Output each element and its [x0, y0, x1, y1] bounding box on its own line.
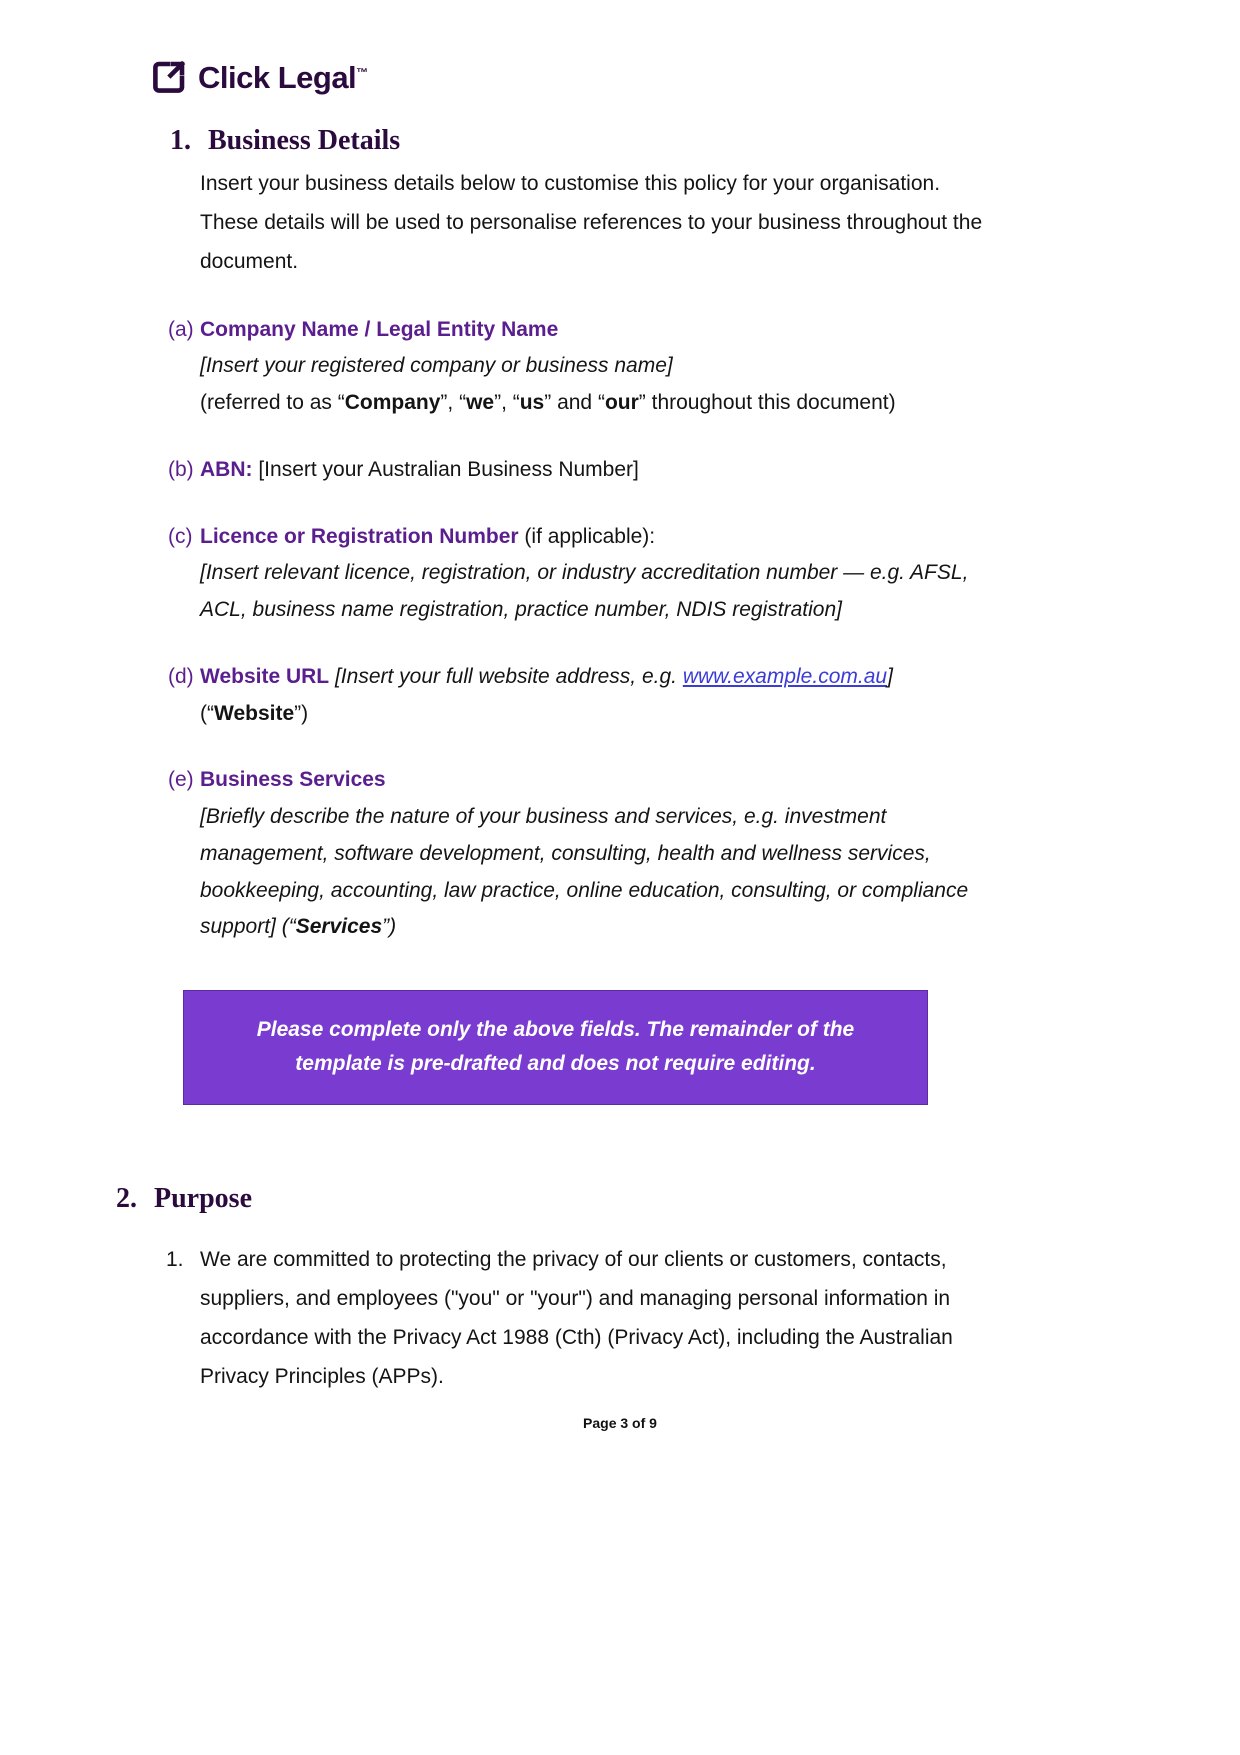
- brand-name: Click Legal™: [198, 59, 368, 95]
- section-2-heading: [0, 1183, 1240, 1215]
- section-1-number: 1.: [170, 125, 191, 156]
- defined-term-website-line: (“Website”): [200, 701, 309, 725]
- section-1-heading: [0, 125, 1240, 157]
- list-marker-c: (c): [168, 524, 193, 548]
- placeholder-business-services: [Briefly describe the nature of your business and services, e.g. investment management, software development, consulting, health and wellness services, bookkeeping, accounting, law practice, online education, consulting, or compliance support] (“Services”): [200, 805, 969, 939]
- list-item-licence-number: [0, 519, 1240, 629]
- document-body: [0, 125, 1240, 1397]
- placeholder-website-url-after: ]: [887, 664, 893, 688]
- note-company-defined-terms: (referred to as “Company”, “we”, “us” and “our” throughout this document): [200, 391, 896, 415]
- section-1-title: Business Details: [208, 125, 401, 156]
- placeholder-business-services-text: [Briefly describe the nature of your business and services, e.g. investment management, software development, consulting, health and wellness services, bookkeeping, accounting, law practice, online education, consulting, or compliance support]: [200, 805, 969, 939]
- placeholder-website-url-before: [Insert your full website address, e.g.: [329, 664, 683, 688]
- section-business-details: [0, 125, 1240, 1105]
- list-marker-purpose-1: 1.: [166, 1248, 184, 1272]
- list-item-business-services: [0, 762, 1240, 946]
- placeholder-abn: [Insert your Australian Business Number]: [258, 457, 639, 481]
- label-abn: ABN: [200, 457, 246, 481]
- section-purpose: [0, 1183, 1240, 1396]
- label-business-services: Business Services: [200, 768, 386, 792]
- label-company-name: Company Name / Legal Entity Name: [200, 317, 559, 341]
- label-abn-suffix: :: [245, 457, 253, 481]
- defined-term-website: Website: [214, 701, 295, 725]
- defined-term-services: Services: [295, 915, 383, 939]
- defined-term-we: we: [466, 391, 495, 415]
- list-item-company-name: [0, 312, 1240, 422]
- defined-term-our: our: [604, 391, 639, 415]
- label-licence-suffix: (if applicable):: [518, 524, 656, 548]
- list-item-website-url: [0, 659, 1240, 733]
- defined-term-company: Company: [344, 391, 441, 415]
- defined-term-us: us: [519, 391, 545, 415]
- trademark-symbol: ™: [356, 65, 368, 80]
- label-website-url: Website URL: [200, 664, 330, 688]
- page-footer: [0, 1415, 1240, 1431]
- list-item-abn: [0, 452, 1240, 489]
- list-item-purpose-1: [0, 1241, 1240, 1396]
- placeholder-licence-number: [Insert relevant licence, registration, or industry accreditation number — e.g. AFSL, ACL, business name registration, practice number, NDIS registration]: [200, 561, 969, 622]
- list-marker-a: (a): [168, 317, 194, 341]
- page-number-label: Page 3 of 9: [583, 1415, 657, 1431]
- list-marker-e: (e): [168, 768, 194, 792]
- arrow-up-right-box-icon: [152, 60, 186, 94]
- label-licence-number: Licence or Registration Number: [200, 524, 519, 548]
- list-marker-b: (b): [168, 457, 194, 481]
- example-website-link[interactable]: www.example.com.au: [682, 664, 888, 688]
- brand-logo: [152, 60, 368, 94]
- section-2-title: Purpose: [154, 1183, 252, 1215]
- list-marker-d: (d): [168, 664, 194, 688]
- section-2-number: 2.: [116, 1183, 137, 1215]
- placeholder-company-name: [Insert your registered company or business name]: [200, 354, 673, 378]
- section-1-intro: Insert your business details below to customise this policy for your organisation. These details will be used to personalise references to your business throughout the document.: [200, 172, 983, 273]
- purpose-paragraph-1: We are committed to protecting the privacy of our clients or customers, contacts, suppliers, and employees ("you" or "your") and managing personal information in accordance with the Privacy Act 1988 (Cth) (Privacy Act), including the Australian Privacy Principles (APPs).: [200, 1248, 953, 1388]
- callout-complete-fields-notice: Please complete only the above fields. The remainder of the template is pre-drafted and does not require editing.: [183, 990, 928, 1105]
